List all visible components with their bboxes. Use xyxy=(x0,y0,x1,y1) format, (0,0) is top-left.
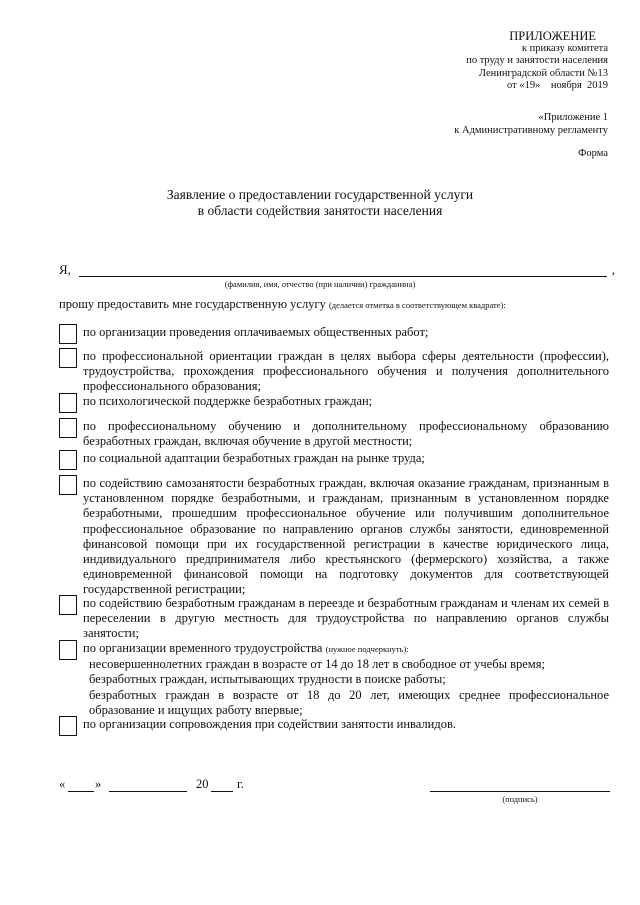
order-appendix-header xyxy=(466,30,608,93)
option-text: по организации сопровождения при содействии занятости инвалидов. xyxy=(83,717,456,731)
option-text: по профессиональной ориентации граждан в целях выбора сферы деятельности (профессии), трудоустройства, прохождения профессионального обучения и получения дополнительного профессионального образования; xyxy=(83,349,609,394)
signature-hint: (подпись) xyxy=(502,794,538,804)
option-checkbox[interactable] xyxy=(59,640,77,660)
option-checkbox[interactable] xyxy=(59,393,77,413)
appendix-line: к Административному регламенту xyxy=(454,124,608,136)
date-close-quote: » xyxy=(95,777,102,791)
option-hint: (нужное подчеркнуть): xyxy=(325,644,409,654)
option-checkbox[interactable] xyxy=(59,324,77,344)
title-line: в области содействия занятости населения xyxy=(197,203,443,218)
signature-field[interactable] xyxy=(430,791,610,792)
applicant-name-row xyxy=(59,262,615,280)
day-field[interactable] xyxy=(68,791,94,792)
option-checkbox[interactable] xyxy=(59,418,77,438)
title-line: Заявление о предоставлении государственной услуги xyxy=(166,187,474,202)
request-line xyxy=(59,297,506,312)
date-line xyxy=(59,777,319,795)
document-title xyxy=(0,187,640,219)
option-checkbox[interactable] xyxy=(59,450,77,470)
year-prefix: 20 xyxy=(196,777,209,791)
header-line: от «19» ноября 2019 xyxy=(507,80,608,92)
option-subitem[interactable]: несовершеннолетних граждан в возрасте от 14 до 18 лет в свободное от учебы время; xyxy=(89,657,545,672)
appendix-line: «Приложение 1 xyxy=(538,112,608,123)
option-text: по организации проведения оплачиваемых общественных работ; xyxy=(83,325,429,339)
applicant-suffix: , xyxy=(611,262,615,277)
option-checkbox[interactable] xyxy=(59,595,77,615)
header-line: по труду и занятости населения xyxy=(466,55,608,67)
option-checkbox[interactable] xyxy=(59,475,77,495)
header-line: к приказу комитета xyxy=(521,42,608,54)
request-text: прошу предоставить мне государственную услугу xyxy=(59,297,326,311)
request-hint: (делается отметка в соответствующем квадрате): xyxy=(328,300,506,310)
option-checkbox[interactable] xyxy=(59,716,77,736)
option-text: по содействию безработным гражданам в переезде и безработным гражданам и членам их семей в переселении в другую местность для трудоустройства по направлению органов службы занятости; xyxy=(83,596,609,641)
date-open-quote: « xyxy=(59,777,66,791)
applicant-prefix: Я, xyxy=(59,262,71,277)
year-field[interactable] xyxy=(211,791,233,792)
option-text: по организации временного трудоустройства xyxy=(83,641,323,655)
option-text: по содействию самозанятости безработных граждан, включая оказание гражданам, признанным в установленном порядке безработными, и гражданам, признанным в установленном порядке безработными, прошедшим профессиональное обучение или получившим дополнительное профессиональное образование по направлению органов службы занятости, единовременной финансовой помощи при их государственной регистрации в качестве юридического лица, индивидуального предпринимателя либо крестьянского (фермерского) хозяйства, а также единовременной финансовой помощи на подготовку документов для соответствующей государственной регистрации; xyxy=(83,476,609,597)
option-subitem[interactable]: безработных граждан в возрасте от 18 до 20 лет, имеющих среднее профессиональное образование и ищущих работу впервые; xyxy=(89,687,609,717)
applicant-name-field[interactable] xyxy=(79,276,607,277)
option-text: по психологической поддержке безработных граждан; xyxy=(83,394,373,408)
regulation-appendix xyxy=(454,112,608,137)
option-text: по социальной адаптации безработных граждан на рынке труда; xyxy=(83,451,425,465)
option-checkbox[interactable] xyxy=(59,348,77,368)
form-label: Форма xyxy=(578,148,608,159)
appendix-title: ПРИЛОЖЕНИЕ xyxy=(509,29,596,43)
option-text-group xyxy=(83,641,609,718)
year-suffix: г. xyxy=(237,777,244,791)
option-subitem[interactable]: безработных граждан, испытывающих трудности в поиске работы; xyxy=(89,672,446,687)
header-line: Ленинградской области №13 xyxy=(478,67,608,79)
option-text: по профессиональному обучению и дополнительному профессиональному образованию безработных граждан, включая обучение в другой местности; xyxy=(83,419,609,449)
applicant-name-hint: (фамилия, имя, отчество (при наличии) гражданина) xyxy=(224,279,416,289)
month-field[interactable] xyxy=(109,791,187,792)
